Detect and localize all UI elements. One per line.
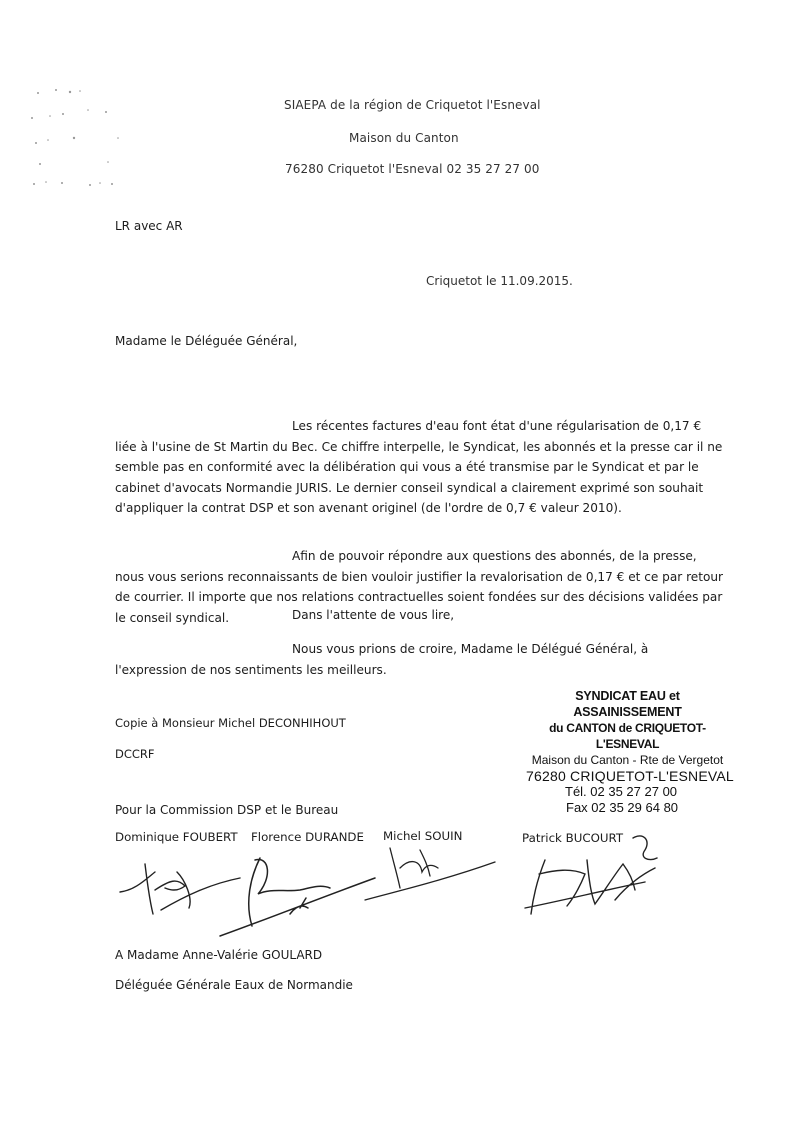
stamp-line-2: du CANTON de CRIQUETOT-L'ESNEVAL <box>549 721 706 751</box>
header-address: 76280 Criquetot l'Esneval 02 35 27 27 00 <box>285 162 540 176</box>
paragraph-2-line: nous vous serions reconnaissants de bien vouloir justifier la revalorisation de 0,17 € et ce par retour <box>115 569 723 584</box>
paragraph-1-line: d'appliquer la contrat DSP et son avenant originel (de l'ordre de 0,7 € valeur 2010). <box>115 501 622 515</box>
closing-2-line: Nous vous prions de croire, Madame le Délégué Général, à <box>292 642 649 656</box>
closing-2 <box>115 639 648 680</box>
signatory-name: Florence DURANDE <box>251 830 364 844</box>
paragraph-1-line: liée à l'usine de St Martin du Bec. Ce chiffre interpelle, le Syndicat, les abonnés et la presse car il ne <box>115 439 723 454</box>
copy-to: Copie à Monsieur Michel DECONHIHOUT <box>115 716 346 730</box>
stamp-line-3: Maison du Canton - Rte de Vergetot <box>531 753 724 767</box>
recipient-title: Déléguée Générale Eaux de Normandie <box>115 978 353 992</box>
closing-1: Dans l'attente de vous lire, <box>292 608 455 622</box>
place-date: Criquetot le 11.09.2015. <box>426 274 573 288</box>
paragraph-1-line: cabinet d'avocats Normandie JURIS. Le dernier conseil syndical a clairement exprimé son souhait <box>115 480 704 495</box>
stamp-line-5: Tél. 02 35 27 27 00 <box>565 784 678 799</box>
dccrf: DCCRF <box>115 747 155 761</box>
header-building: Maison du Canton <box>349 131 459 145</box>
stamp-line-4: 76280 CRIQUETOT-L'ESNEVAL <box>526 768 734 784</box>
paragraph-2-line: Afin de pouvoir répondre aux questions des abonnés, de la presse, <box>292 549 697 563</box>
paragraph-1-line: Les récentes factures d'eau font état d'une régularisation de 0,17 € <box>292 419 702 433</box>
delivery-mode: LR avec AR <box>115 219 183 233</box>
paragraph-2-line: le conseil syndical. <box>115 610 230 625</box>
closing-2-line: l'expression de nos sentiments les meilleurs. <box>115 662 387 677</box>
signature-bucourt <box>515 830 675 920</box>
paragraph-2-line: de courrier. Il importe que nos relations contractuelles soient fondées sur des décisions validées par <box>115 590 723 604</box>
stamp-line-6: Fax 02 35 29 64 80 <box>566 800 679 815</box>
stamp-line-1: SYNDICAT EAU et ASSAINISSEMENT <box>573 689 682 719</box>
signatory-name: Patrick BUCOURT <box>522 831 624 845</box>
signatory-name: Dominique FOUBERT <box>115 830 238 844</box>
salutation: Madame le Déléguée Général, <box>115 334 298 348</box>
signatory-name: Michel SOUIN <box>383 829 463 843</box>
commission-label: Pour la Commission DSP et le Bureau <box>115 803 339 817</box>
recipient-name: A Madame Anne-Valérie GOULARD <box>115 948 323 962</box>
signature-durande <box>210 848 380 943</box>
syndicate-stamp <box>520 688 735 816</box>
signature-souin <box>360 838 500 908</box>
header-org: SIAEPA de la région de Criquetot l'Esneval <box>284 98 541 112</box>
scan-noise <box>28 88 128 198</box>
paragraph-1-line: semble pas en conformité avec la délibération qui vous a été transmise par le Syndicat et par le <box>115 460 699 474</box>
paragraph-1 <box>115 416 722 519</box>
